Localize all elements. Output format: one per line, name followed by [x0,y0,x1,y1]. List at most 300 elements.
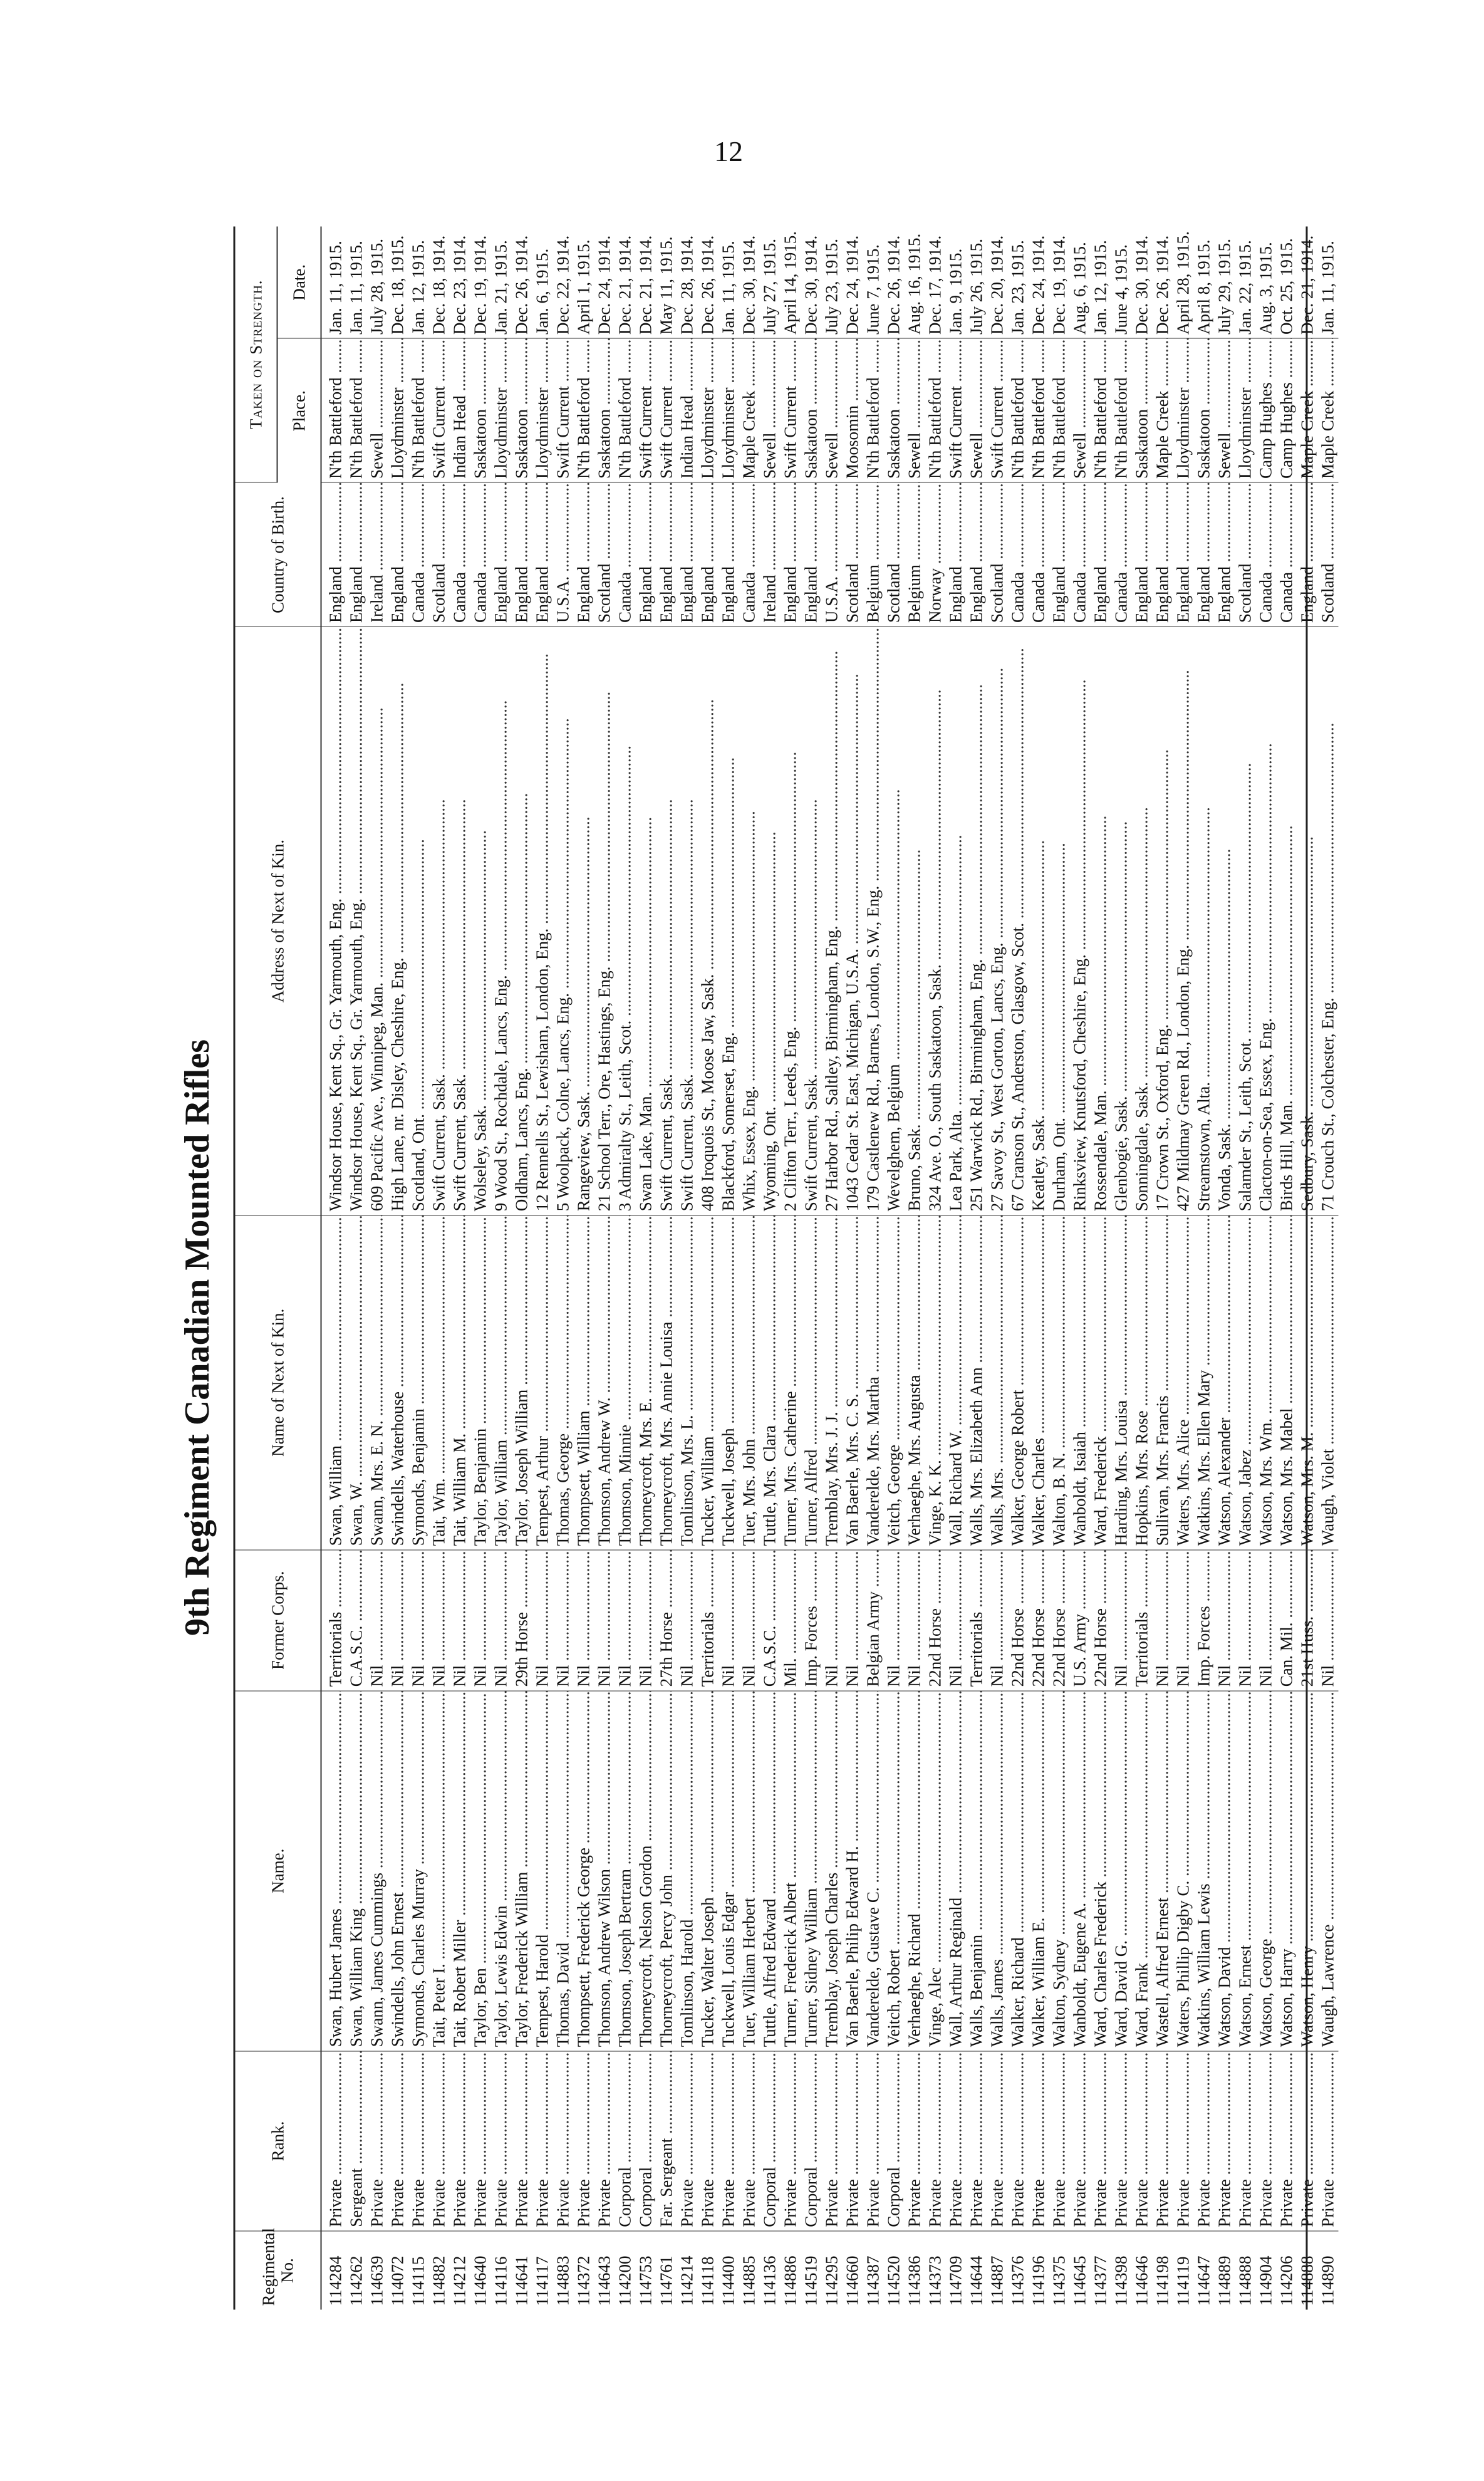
cell-address: Sonningdale, Sask. ..... [1132,627,1153,1215]
cell-regimental-no: 114198 [1153,2255,1172,2306]
cell-place: Lloydminster ..... [1173,338,1194,482]
cell-date: July 27, 1915. [760,227,781,339]
cell-name: Thomas, David ..... [553,1691,574,2051]
cell-regimental-no: 114375 [1049,2255,1069,2306]
cell-regimental-no: 114639 [367,2255,387,2306]
cell-date: Dec. 26, 1914. [698,227,719,339]
cell-next-of-kin: Thorneycroft, Mrs. E. ..... [636,1215,656,1550]
cell-rank: Private ..... [698,2051,719,2232]
cell-rank: Private ..... [946,2051,967,2232]
cell-next-of-kin: Symonds, Benjamin ..... [408,1215,429,1550]
cell-place: N'th Battleford ..... [1008,338,1029,482]
cell-former-corps: Belgian Army ..... [863,1550,884,1691]
cell-rank: Private ..... [905,2051,925,2232]
cell-place: Indian Head ..... [677,338,698,482]
cell-address: Salamder St., Leith, Scot. ..... [1235,627,1256,1215]
cell-place: Saskatoon ..... [1132,338,1153,482]
cell-rank: Private ..... [1049,2051,1070,2232]
cell-address: Streamstown, Alta. ..... [1194,627,1215,1215]
cell-name: Watson, Harry ..... [1277,1691,1297,2051]
cell-place: Sewell ..... [967,338,987,482]
cell-country-of-birth: England ..... [1215,482,1235,627]
table-row [1215,227,1235,2310]
cell-date: Jan. 11, 1915. [1318,227,1339,339]
page-title: 9th Regiment Canadian Mounted Rifles [178,1039,217,1636]
cell-former-corps: Nil ..... [677,1550,698,1691]
cell-place: Saskatoon ..... [801,338,822,482]
table-row [1049,227,1070,2310]
table-row [1070,227,1091,2310]
cell-next-of-kin: Walker, George Robert ..... [1008,1215,1029,1550]
cell-next-of-kin: Watson, Jabez ..... [1235,1215,1256,1550]
cell-rank: Private ..... [1215,2051,1235,2232]
cell-name: Tucker, Walter Joseph ..... [698,1691,719,2051]
cell-country-of-birth: England ..... [491,482,512,627]
table-row [656,227,677,2310]
cell-regimental-no: 114214 [677,2255,697,2306]
cell-place: N'th Battleford ..... [1029,338,1049,482]
cell-former-corps: 22nd Horse ..... [925,1550,946,1691]
cell-regimental-no: 114904 [1256,2255,1275,2306]
cell-country-of-birth: England ..... [698,482,719,627]
cell-country-of-birth: England ..... [1194,482,1215,627]
table-row [760,227,781,2310]
cell-former-corps: Nil ..... [822,1550,843,1691]
table-row [946,227,967,2310]
cell-next-of-kin: Waters, Mrs. Alice ..... [1173,1215,1194,1550]
cell-next-of-kin: Swindells, Waterhouse ..... [388,1215,408,1550]
cell-next-of-kin: Taylor, Joseph William ..... [512,1215,532,1550]
cell-country-of-birth: England ..... [1153,482,1173,627]
cell-country-of-birth: England ..... [574,482,594,627]
table-row [781,227,801,2310]
cell-address: 67 Cranson St., Anderston, Glasgow, Scot. ..... [1008,627,1029,1215]
cell-regimental-no: 114519 [801,2255,821,2306]
cell-country-of-birth: Canada ..... [1111,482,1132,627]
table-row [1091,227,1111,2310]
cell-date: Dec. 19, 1914. [1049,227,1070,339]
cell-name: Vinge, Alec ..... [925,1691,946,2051]
table-row [532,227,553,2310]
cell-country-of-birth: Canada ..... [450,482,470,627]
cell-former-corps: Territorials ..... [967,1550,987,1691]
cell-place: Swift Current ..... [429,338,450,482]
cell-regimental-no: 114295 [822,2255,841,2306]
cell-next-of-kin: Vanderelde, Mrs. Martha ..... [863,1215,884,1550]
cell-place: N'th Battleford ..... [408,338,429,482]
cell-date: Jan. 23, 1915. [1008,227,1029,339]
cell-date: Dec. 23, 1914. [450,227,470,339]
cell-next-of-kin: Walls, Mrs. ..... [987,1215,1008,1550]
table-row [1235,227,1256,2310]
cell-place: Lloydminster ..... [698,338,719,482]
cell-former-corps: Nil ..... [615,1550,636,1691]
cell-next-of-kin: Swan, W. ..... [346,1215,367,1550]
cell-address: Wevelghem, Belgium ..... [884,627,905,1215]
cell-former-corps: 22nd Horse ..... [1091,1550,1111,1691]
cell-date: July 26, 1915. [967,227,987,339]
table-row [843,227,863,2310]
cell-place: N'th Battleford ..... [574,338,594,482]
cell-place: N'th Battleford ..... [346,338,367,482]
cell-name: Tempest, Harold ..... [532,1691,553,2051]
table-row [1194,227,1215,2310]
cell-regimental-no: 114647 [1194,2255,1213,2306]
cell-name: Tremblay, Joseph Charles ..... [822,1691,843,2051]
cell-rank: Private ..... [470,2051,491,2232]
cell-name: Taylor, Frederick William ..... [512,1691,532,2051]
cell-rank: Private ..... [739,2051,760,2232]
cell-address: Rangeview, Sask. ..... [574,627,594,1215]
cell-place: Swift Current ..... [656,338,677,482]
cell-place: Maple Creek ..... [1153,338,1173,482]
cell-date: Aug. 6, 1915. [1070,227,1091,339]
cell-former-corps: Nil ..... [987,1550,1008,1691]
cell-country-of-birth: Canada ..... [408,482,429,627]
cell-place: Sewell ..... [1215,338,1235,482]
cell-regimental-no: 114883 [553,2255,573,2306]
cell-date: April 14, 1915. [781,227,801,339]
table-row [863,227,884,2310]
cell-regimental-no: 114644 [967,2255,986,2306]
cell-country-of-birth: England ..... [656,482,677,627]
cell-former-corps: Nil ..... [905,1550,925,1691]
cell-next-of-kin: Harding, Mrs. Louisa ..... [1111,1215,1132,1550]
cell-address: 1043 Cedar St. East, Michigan, U.S.A. ..... [843,627,863,1215]
cell-regimental-no: 114646 [1132,2255,1151,2306]
cell-date: Aug. 16, 1915. [905,227,925,339]
table-row [574,227,594,2310]
cell-next-of-kin: Walton, B. N. ..... [1049,1215,1070,1550]
cell-rank: Far. Sergeant ..... [656,2051,677,2232]
cell-address: Swift Current, Sask. ..... [801,627,822,1215]
cell-date: Dec. 26, 1914. [884,227,905,339]
cell-next-of-kin: Wall, Richard W. ..... [946,1215,967,1550]
cell-date: Aug. 3, 1915. [1256,227,1277,339]
cell-rank: Private ..... [1070,2051,1091,2232]
cell-former-corps: Mil. ..... [781,1550,801,1691]
cell-address: Keatley, Sask. ..... [1029,627,1049,1215]
cell-name: Watson, George ..... [1256,1691,1277,2051]
cell-country-of-birth: U.S.A. ..... [822,482,843,627]
cell-place: Saskatoon ..... [1194,338,1215,482]
cell-place: N'th Battleford ..... [1091,338,1111,482]
cell-former-corps: Nil ..... [719,1550,739,1691]
cell-date: Dec. 24, 1914. [1029,227,1049,339]
cell-name: Tait, Robert Miller ..... [450,1691,470,2051]
cell-regimental-no: 114386 [905,2255,924,2306]
cell-name: Thomson, Andrew Wilson ..... [594,1691,615,2051]
cell-date: Dec. 26, 1914. [512,227,532,339]
cell-address: 27 Harbor Rd., Saltley, Birmingham, Eng. ..... [822,627,843,1215]
cell-date: Dec. 21, 1914. [1297,227,1318,339]
cell-regimental-no: 114116 [491,2256,511,2306]
cell-address: Rossendale, Man. ..... [1091,627,1111,1215]
cell-country-of-birth: Ireland ..... [367,482,388,627]
header-rank: Rank. [236,2051,321,2232]
cell-former-corps: Nil ..... [1173,1550,1194,1691]
cell-name: Thompsett, Frederick George ..... [574,1691,594,2051]
table-row [677,227,698,2310]
cell-name: Ward, David G. ..... [1111,1691,1132,2051]
cell-address: Bruno, Sask. ..... [905,627,925,1215]
table-row [1318,227,1339,2310]
cell-rank: Private ..... [967,2051,987,2232]
cell-next-of-kin: Tuttle, Mrs. Clara ..... [760,1215,781,1550]
cell-rank: Private ..... [719,2051,739,2232]
cell-date: Jan. 12, 1915. [408,227,429,339]
cell-address: 179 Castlenew Rd., Barnes, London, S.W., Eng. ..... [863,627,884,1215]
cell-next-of-kin: Tuer, Mrs. John ..... [739,1215,760,1550]
cell-former-corps: Nil ..... [553,1550,574,1691]
cell-address: Wolseley, Sask. ..... [470,627,491,1215]
cell-next-of-kin: Turner, Alfred ..... [801,1215,822,1550]
cell-next-of-kin: Vinge, K. K. ..... [925,1215,946,1550]
cell-place: Sewell ..... [822,338,843,482]
cell-place: Lloydminster ..... [388,338,408,482]
cell-date: Jan. 21, 1915. [491,227,512,339]
cell-name: Taylor, Lewis Edwin ..... [491,1691,512,2051]
cell-rank: Private ..... [408,2051,429,2232]
cell-rank: Corporal ..... [884,2051,905,2232]
cell-address: Swan Lake, Man. ..... [636,627,656,1215]
cell-country-of-birth: England ..... [636,482,656,627]
cell-name: Waugh, Lawrence ..... [1318,1691,1339,2051]
cell-country-of-birth: Canada ..... [470,482,491,627]
cell-rank: Private ..... [863,2051,884,2232]
cell-address: Vonda, Sask. ..... [1215,627,1235,1215]
cell-date: May 11, 1915. [656,227,677,339]
cell-regimental-no: 114643 [594,2255,614,2306]
cell-rank: Private ..... [1256,2051,1277,2232]
cell-rank: Private ..... [1008,2051,1029,2232]
cell-next-of-kin: Watkins, Mrs. Ellen Mary ..... [1194,1215,1215,1550]
cell-regimental-no: 114398 [1111,2255,1131,2306]
cell-rank: Private ..... [822,2051,843,2232]
cell-address: 609 Pacific Ave., Winnipeg, Man. ..... [367,627,388,1215]
cell-rank: Private ..... [1297,2051,1318,2232]
table-row [346,227,367,2310]
cell-former-corps: Nil ..... [408,1550,429,1691]
cell-place: N'th Battleford ..... [321,338,346,482]
cell-place: N'th Battleford ..... [1111,338,1132,482]
cell-former-corps: Nil ..... [1153,1550,1173,1691]
cell-former-corps: 27th Horse ..... [656,1550,677,1691]
cell-former-corps: 22nd Horse ..... [1049,1550,1070,1691]
cell-country-of-birth: Scotland ..... [594,482,615,627]
cell-former-corps: Can. Mil. ..... [1277,1550,1297,1691]
cell-name: Veitch, Robert ..... [884,1691,905,2051]
cell-regimental-no: 114888 [1235,2255,1255,2306]
cell-name: Swan, William King ..... [346,1691,367,2051]
cell-next-of-kin: Taylor, William ..... [491,1215,512,1550]
cell-regimental-no: 114118 [698,2256,717,2306]
cell-regimental-no: 114115 [408,2256,428,2306]
cell-address: 5 Woolpack, Colne, Lancs, Eng. ..... [553,627,574,1215]
cell-rank: Private ..... [532,2051,553,2232]
header-taken-on-strength: Taken on Strength. [236,227,278,483]
cell-country-of-birth: Scotland ..... [987,482,1008,627]
cell-name: Symonds, Charles Murray ..... [408,1691,429,2051]
cell-date: Dec. 17, 1914. [925,227,946,339]
cell-next-of-kin: Turner, Mrs. Catherine ..... [781,1215,801,1550]
cell-regimental-no: 114890 [1318,2255,1337,2306]
cell-next-of-kin: Thomson, Minnie ..... [615,1215,636,1550]
cell-rank: Private ..... [512,2051,532,2232]
cell-country-of-birth: England ..... [677,482,698,627]
cell-next-of-kin: Watson, Alexander ..... [1215,1215,1235,1550]
table-row [553,227,574,2310]
cell-rank: Private ..... [450,2051,470,2232]
cell-country-of-birth: England ..... [346,482,367,627]
cell-date: April 8, 1915. [1194,227,1215,339]
cell-date: April 1, 1915. [574,227,594,339]
cell-place: Saskatoon ..... [884,338,905,482]
cell-place: Maple Creek ..... [739,338,760,482]
cell-name: Walton, Sydney ..... [1049,1691,1070,2051]
table-row [1111,227,1132,2310]
cell-former-corps: Nil ..... [884,1550,905,1691]
cell-date: Dec. 18, 1914. [429,227,450,339]
table-row [719,227,739,2310]
cell-regimental-no: 114387 [863,2255,883,2306]
cell-country-of-birth: England ..... [801,482,822,627]
table-row [1256,227,1277,2310]
cell-address: Birds Hill, Man. ..... [1277,627,1297,1215]
cell-address: 71 Crouch St., Colchester, Eng. ..... [1318,627,1339,1215]
cell-date: July 28, 1915. [367,227,388,339]
header-date: Date. [278,227,321,339]
cell-country-of-birth: Canada ..... [615,482,636,627]
table-row [925,227,946,2310]
cell-former-corps: C.A.S.C. ..... [760,1550,781,1691]
cell-name: Swan, Hubert James ..... [321,1691,346,2051]
cell-regimental-no: 114196 [1029,2255,1048,2306]
cell-date: Dec. 30, 1914. [739,227,760,339]
cell-name: Tuer, William Herbert ..... [739,1691,760,2051]
cell-rank: Private ..... [781,2051,801,2232]
cell-name: Verhaeghe, Richard ..... [905,1691,925,2051]
cell-next-of-kin: Thomas, George ..... [553,1215,574,1550]
cell-next-of-kin: Tuckwell, Joseph ..... [719,1215,739,1550]
cell-country-of-birth: Scotland ..... [843,482,863,627]
cell-address: Clacton-on-Sea, Essex, Eng. ..... [1256,627,1277,1215]
cell-date: Jan. 6, 1915. [532,227,553,339]
cell-rank: Private ..... [1277,2051,1297,2232]
cell-regimental-no: 114885 [739,2255,759,2306]
cell-regimental-no: 114400 [719,2255,738,2306]
cell-regimental-no: 114660 [843,2255,862,2306]
cell-former-corps: Nil ..... [532,1550,553,1691]
cell-country-of-birth: Canada ..... [739,482,760,627]
cell-country-of-birth: Scotland ..... [884,482,905,627]
cell-name: Tait, Peter I. ..... [429,1691,450,2051]
cell-former-corps: Nil ..... [1111,1550,1132,1691]
cell-date: June 4, 1915. [1111,227,1132,339]
cell-country-of-birth: Belgium ..... [863,482,884,627]
cell-rank: Private ..... [843,2051,863,2232]
cell-name: Ward, Charles Frederick ..... [1091,1691,1111,2051]
cell-address: Durham, Ont. ..... [1049,627,1070,1215]
cell-rank: Private ..... [677,2051,698,2232]
header-country-of-birth: Country of Birth. [236,482,321,627]
table-row [367,227,388,2310]
cell-former-corps: Nil ..... [470,1550,491,1691]
cell-former-corps: Nil ..... [491,1550,512,1691]
cell-country-of-birth: Scotland ..... [1318,482,1339,627]
cell-country-of-birth: England ..... [967,482,987,627]
cell-date: Dec. 24, 1914. [594,227,615,339]
cell-country-of-birth: Ireland ..... [760,482,781,627]
cell-former-corps: Territorials ..... [321,1550,346,1691]
cell-regimental-no: 114262 [346,2255,366,2306]
table-row [1277,227,1297,2310]
cell-date: June 7, 1915. [863,227,884,339]
cell-name: Turner, Sidney William ..... [801,1691,822,2051]
cell-next-of-kin: Walker, Charles ..... [1029,1215,1049,1550]
cell-former-corps: 21st Huss. ..... [1297,1550,1318,1691]
cell-regimental-no: 114645 [1070,2255,1089,2306]
cell-next-of-kin: Taylor, Benjamin ..... [470,1215,491,1550]
cell-next-of-kin: Van Baerle, Mrs. C. S. ..... [843,1215,863,1550]
cell-country-of-birth: England ..... [1297,482,1318,627]
cell-former-corps: 22nd Horse ..... [1029,1550,1049,1691]
cell-rank: Private ..... [321,2051,346,2232]
cell-next-of-kin: Swann, Mrs. E. N. ..... [367,1215,388,1550]
table-row [429,227,450,2310]
cell-address: 324 Ave. O., South Saskatoon, Sask. ..... [925,627,946,1215]
cell-place: Sewell ..... [760,338,781,482]
cell-regimental-no: 114887 [987,2255,1007,2306]
cell-place: Lloydminster ..... [491,338,512,482]
header-place: Place. [278,338,321,482]
cell-rank: Sergeant ..... [346,2051,367,2232]
cell-country-of-birth: Scotland ..... [429,482,450,627]
cell-name: Taylor, Ben ..... [470,1691,491,2051]
table-row [1173,227,1194,2310]
cell-next-of-kin: Wanboldt, Isaiah ..... [1070,1215,1091,1550]
cell-country-of-birth: England ..... [1049,482,1070,627]
cell-regimental-no: 114709 [946,2255,965,2306]
cell-place: Saskatoon ..... [512,338,532,482]
cell-address: 251 Warwick Rd., Birmingham, Eng. ..... [967,627,987,1215]
cell-date: Dec. 21, 1914. [636,227,656,339]
cell-rank: Corporal ..... [636,2051,656,2232]
cell-place: Indian Head ..... [450,338,470,482]
cell-date: April 28, 1915. [1173,227,1194,339]
cell-next-of-kin: Watson, Mrs. M. ..... [1297,1215,1318,1550]
cell-place: Saskatoon ..... [470,338,491,482]
cell-address: Blackford, Somerset, Eng. ..... [719,627,739,1215]
cell-former-corps: Nil ..... [574,1550,594,1691]
cell-next-of-kin: Tomlinson, Mrs. L. ..... [677,1215,698,1550]
cell-next-of-kin: Verhaeghe, Mrs. Augusta ..... [905,1215,925,1550]
cell-regimental-no: 114888 [1297,2255,1317,2306]
cell-rank: Private ..... [987,2051,1008,2232]
cell-name: Walker, William E. ..... [1029,1691,1049,2051]
cell-country-of-birth: England ..... [532,482,553,627]
cell-date: Dec. 26, 1914. [1153,227,1173,339]
cell-address: 3 Admiralty St., Leith, Scot. ..... [615,627,636,1215]
cell-former-corps: Imp. Forces ..... [801,1550,822,1691]
cell-former-corps: Nil ..... [450,1550,470,1691]
cell-next-of-kin: Hopkins, Mrs. Rose ..... [1132,1215,1153,1550]
cell-address: Swift Current, Sask. ..... [656,627,677,1215]
cell-place: Sewell ..... [367,338,388,482]
table-row [1132,227,1153,2310]
cell-rank: Private ..... [925,2051,946,2232]
cell-name: Swann, James Cummings ..... [367,1691,388,2051]
